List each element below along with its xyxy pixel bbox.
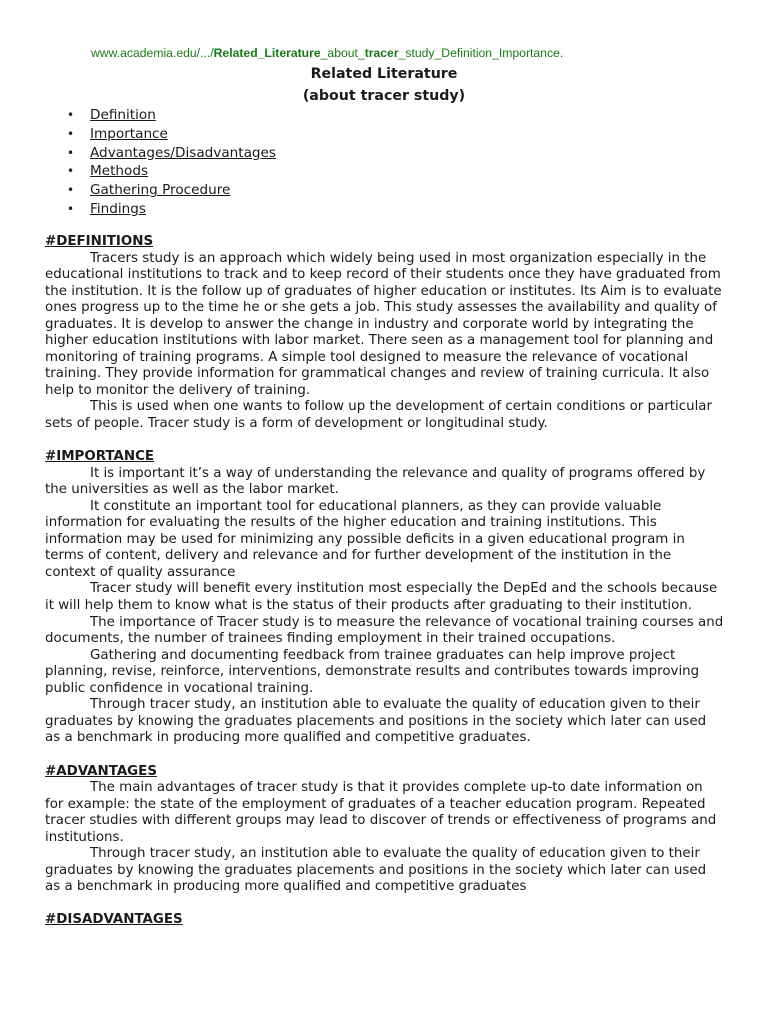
heading-definitions: #DEFINITIONS bbox=[45, 234, 154, 249]
source-url[interactable] bbox=[91, 46, 563, 60]
toc-item-gathering-procedure[interactable] bbox=[67, 181, 276, 200]
importance-paragraph-4: The importance of Tracer study is to measure the relevance of vocational training courses and documents, the number of trainees finding employment in their trained occupations. bbox=[45, 614, 724, 647]
importance-paragraph-6: Through tracer study, an institution able to evaluate the quality of education given to their graduates by knowing the graduates placements and positions in the society which later can used as a benchmark in producing more qualified and competitive graduates. bbox=[45, 697, 707, 746]
toc-item-label: Findings bbox=[90, 200, 146, 217]
bullet-icon: • bbox=[67, 183, 75, 198]
title-line-2: (about tracer study) bbox=[302, 87, 466, 104]
section-gap bbox=[45, 747, 725, 764]
section-gap bbox=[45, 896, 725, 913]
heading-disadvantages: #DISADVANTAGES bbox=[45, 912, 183, 928]
document-title bbox=[0, 64, 768, 107]
toc-item-advantages-disadvantages[interactable] bbox=[67, 144, 276, 163]
bullet-icon: • bbox=[67, 126, 75, 141]
toc-item-methods[interactable] bbox=[67, 162, 276, 181]
toc-item-label: Definition bbox=[90, 107, 156, 123]
heading-importance: #IMPORTANCE bbox=[45, 449, 155, 465]
heading-advantages: #ADVANTAGES bbox=[45, 763, 157, 779]
bullet-icon: • bbox=[67, 108, 75, 122]
source-url-mid: _about_ bbox=[320, 46, 365, 60]
bullet-icon: • bbox=[67, 164, 75, 179]
bullet-icon: • bbox=[67, 201, 75, 216]
document-body bbox=[45, 234, 725, 929]
advantages-paragraph-2: Through tracer study, an institution able to evaluate the quality of education given to their graduates by knowing the graduates placements and positions in the society which later can used as a benchmark in producing more qualified and competitive graduates bbox=[45, 846, 707, 895]
definitions-paragraph-1: Tracers study is an approach which widely being used in most organization especially in the educational institutions to track and to keep record of their students once they have graduated from the institution. It is the follow up of graduates of higher education or institutes. Its Aim is to evaluate ones progress up to the time he or she gets a job. This study assesses the availability and quality of graduates. It is develop to answer the change in industry and corporate world by integrating the higher education institutions with labor market. There seen as a management tool for planning and monitoring of training programs. A simple tool designed to measure the relevance of vocational training. They provide information for grammatical changes and review of training curricula. It also help to monitor the delivery of training. bbox=[45, 250, 722, 398]
importance-paragraph-1: It is important it’s a way of understanding the relevance and quality of programs offered by the universities as well as the labor market. bbox=[45, 465, 706, 498]
toc-item-label: Methods bbox=[90, 163, 149, 180]
title-line-1: Related Literature bbox=[310, 66, 458, 82]
toc-item-findings[interactable] bbox=[67, 200, 276, 219]
table-of-contents bbox=[67, 106, 276, 219]
toc-item-definition[interactable] bbox=[67, 106, 276, 125]
toc-item-label: Gathering Procedure bbox=[90, 182, 231, 199]
advantages-paragraph-1: The main advantages of tracer study is that it provides complete up-to date information on for example: the state of the employment of graduates of a teacher education program. Repeated tracer studies with different groups may lead to discover of trends or effectiveness of programs and institutions. bbox=[45, 780, 717, 845]
toc-item-label: Advantages/Disadvantages bbox=[90, 144, 277, 161]
section-gap bbox=[45, 433, 725, 450]
source-url-bold-2: tracer bbox=[364, 46, 399, 60]
importance-paragraph-2: It constitute an important tool for educational planners, as they can provide valuable information for evaluating the results of the higher education and training institutions. This information may be used for minimizing any possible deficits in a given educational program in terms of content, delivery and relevance and for further development of the institution in the context of quality assurance bbox=[45, 498, 685, 580]
toc-item-label: Importance bbox=[90, 125, 168, 142]
source-url-suffix: _study_Definition_Importance. bbox=[398, 46, 564, 60]
definitions-paragraph-2: This is used when one wants to follow up the development of certain conditions or particular sets of people. Tracer study is a form of development or longitudinal study. bbox=[45, 399, 713, 432]
importance-paragraph-3: Tracer study will benefit every institution most especially the DepEd and the schools because it will help them to know what is the status of their products after graduating to their institution. bbox=[45, 581, 718, 614]
source-url-bold-1: Related_Literature bbox=[213, 46, 321, 60]
importance-paragraph-5: Gathering and documenting feedback from trainee graduates can help improve project planning, revise, reinforce, interventions, demonstrate results and contributes towards improving public confidence in vocational training. bbox=[45, 647, 700, 696]
source-url-prefix: www.academia.edu/.../ bbox=[91, 46, 214, 60]
bullet-icon: • bbox=[67, 145, 75, 160]
toc-item-importance[interactable] bbox=[67, 125, 276, 144]
